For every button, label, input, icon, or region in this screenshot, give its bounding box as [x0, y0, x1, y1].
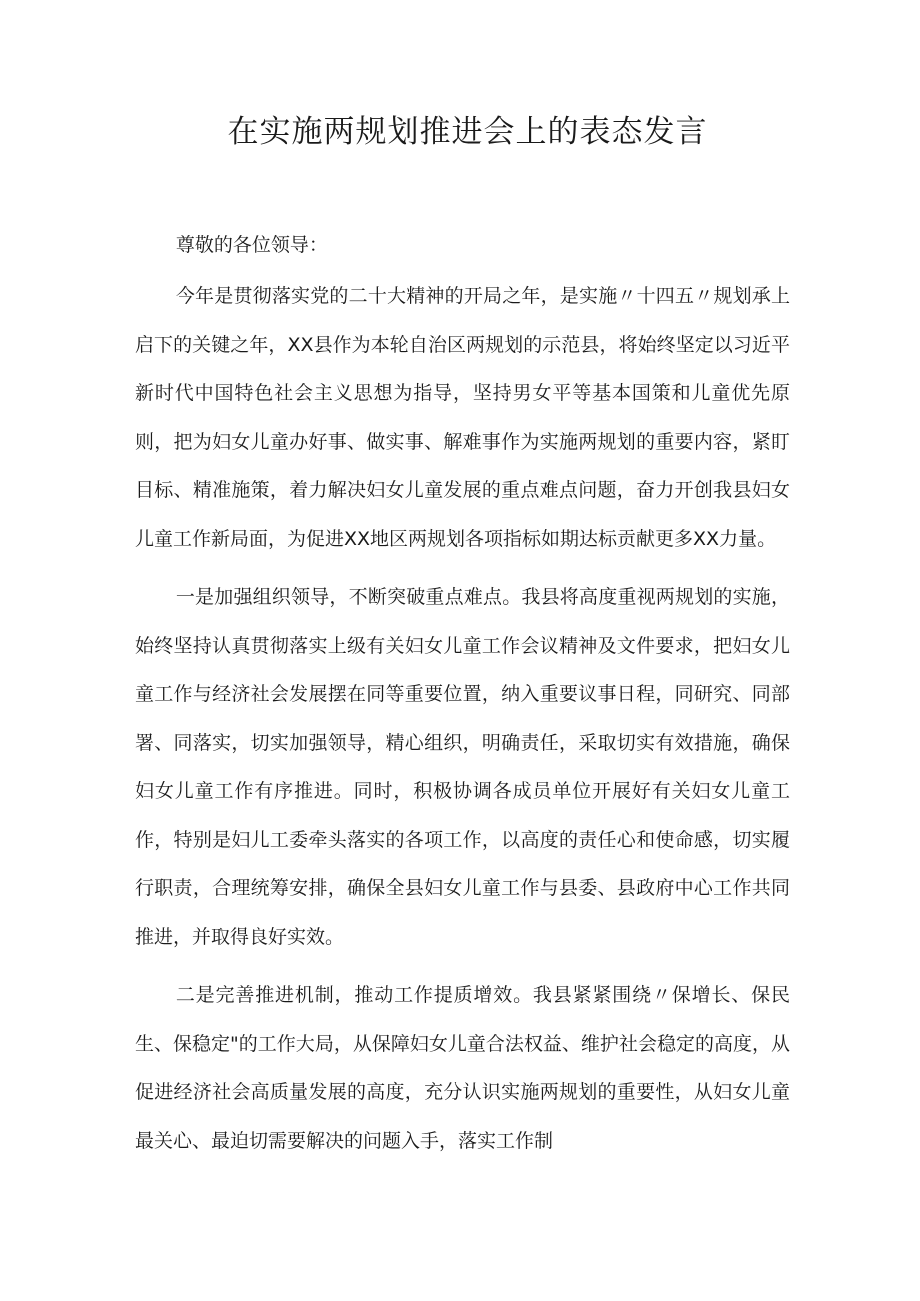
paragraph-organization-leadership: 一是加强组织领导，不断突破重点难点。我县将高度重视两规划的实施，始终坚持认真贯彻落实上级有关妇女儿童工作会议精神及文件要求，把妇女儿童工作与经济社会发展摆在同等重要位置，纳入重要议事日程，同研究、同部署、同落实，切实加强领导，精心组织，明确责任，采取切实有效措施，确保妇女儿童工作有序推进。同时，积极协调各成员单位开展好有关妇女儿童工作，特别是妇儿工委牵头落实的各项工作，以高度的责任心和使命感，切实履行职责，合理统筹安排，确保全县妇女儿童工作与县委、县政府中心工作共同推进，并取得良好实效。	[135, 586, 790, 948]
salutation: 尊敬的各位领导：	[175, 234, 328, 256]
document-title: 在实施两规划推进会上的表态发言	[227, 114, 708, 150]
paragraph-intro: 今年是贯彻落实党的二十大精神的开局之年，是实施〃十四五〃规划承上启下的关键之年，XX县作为本轮自治区两规划的示范县，将始终坚定以习近平新时代中国特色社会主义思想为指导，坚持男女平等基本国策和儿童优先原则，把为妇女儿童办好事、做实事、解难事作为实施两规划的重要内容，紧盯目标、精准施策，着力解决妇女儿童发展的重点难点问题，奋力开创我县妇女儿童工作新局面，为促进XX地区两规划各项指标如期达标贡献更多XX力量。	[135, 285, 790, 550]
paragraph-mechanism: 二是完善推进机制，推动工作提质增效。我县紧紧围绕〃保增长、保民生、保稳定"的工作大局，从保障妇女儿童合法权益、维护社会稳定的高度，从促进经济社会高质量发展的高度，充分认识实施两规划的重要性，从妇女儿童最关心、最迫切需要解决的问题入手，落实工作制	[135, 984, 790, 1152]
